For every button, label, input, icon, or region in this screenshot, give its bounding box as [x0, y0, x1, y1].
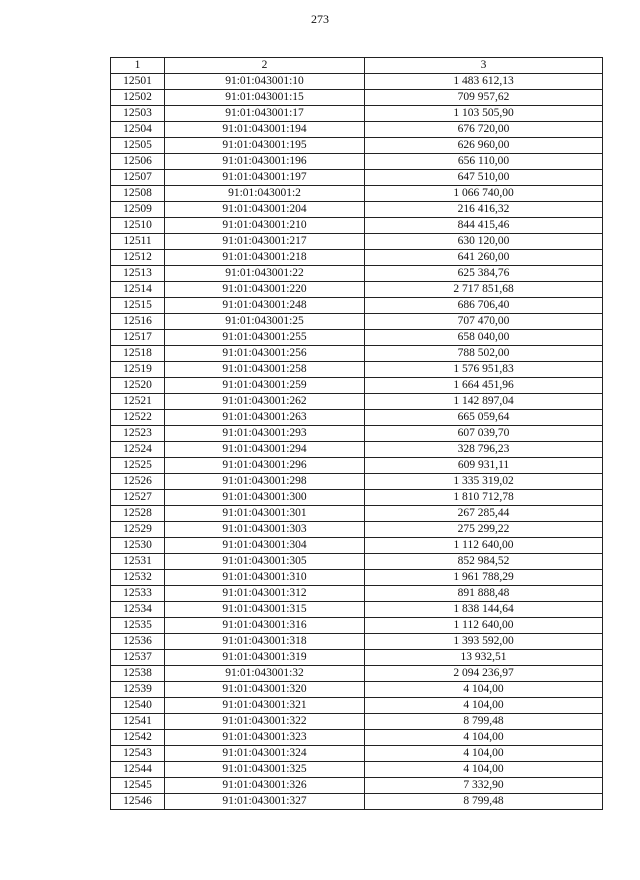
table-row [111, 170, 603, 186]
row-number-cell: 12521 [111, 394, 165, 410]
table-row [111, 522, 603, 538]
cadastral-number-cell: 91:01:043001:258 [165, 362, 365, 378]
table-header [111, 58, 603, 74]
row-number-cell: 12526 [111, 474, 165, 490]
row-number-cell: 12508 [111, 186, 165, 202]
row-number-cell: 12543 [111, 746, 165, 762]
cadastral-number-cell: 91:01:043001:296 [165, 458, 365, 474]
cadastral-number-cell: 91:01:043001:323 [165, 730, 365, 746]
table-row [111, 506, 603, 522]
cadastral-number-cell: 91:01:043001:204 [165, 202, 365, 218]
row-number-cell: 12541 [111, 714, 165, 730]
value-cell: 891 888,48 [365, 586, 603, 602]
value-cell: 607 039,70 [365, 426, 603, 442]
row-number-cell: 12502 [111, 90, 165, 106]
row-number-cell: 12525 [111, 458, 165, 474]
table-row [111, 362, 603, 378]
cadastral-number-cell: 91:01:043001:298 [165, 474, 365, 490]
value-cell: 1 576 951,83 [365, 362, 603, 378]
value-cell: 1 838 144,64 [365, 602, 603, 618]
cadastral-number-cell: 91:01:043001:294 [165, 442, 365, 458]
value-cell: 8 799,48 [365, 794, 603, 810]
cadastral-number-cell: 91:01:043001:319 [165, 650, 365, 666]
value-cell: 1 335 319,02 [365, 474, 603, 490]
value-cell: 328 796,23 [365, 442, 603, 458]
value-cell: 626 960,00 [365, 138, 603, 154]
table-row [111, 330, 603, 346]
value-cell: 1 112 640,00 [365, 618, 603, 634]
cadastral-number-cell: 91:01:043001:324 [165, 746, 365, 762]
column-header-3: 3 [365, 58, 603, 74]
table-row [111, 762, 603, 778]
value-cell: 7 332,90 [365, 778, 603, 794]
cadastral-number-cell: 91:01:043001:259 [165, 378, 365, 394]
row-number-cell: 12512 [111, 250, 165, 266]
table-row [111, 458, 603, 474]
row-number-cell: 12504 [111, 122, 165, 138]
cadastral-number-cell: 91:01:043001:15 [165, 90, 365, 106]
table-row [111, 746, 603, 762]
value-cell: 1 103 505,90 [365, 106, 603, 122]
value-cell: 267 285,44 [365, 506, 603, 522]
table-row [111, 250, 603, 266]
table-row [111, 378, 603, 394]
value-cell: 13 932,51 [365, 650, 603, 666]
value-cell: 707 470,00 [365, 314, 603, 330]
row-number-cell: 12545 [111, 778, 165, 794]
table-row [111, 186, 603, 202]
column-header-1: 1 [111, 58, 165, 74]
value-cell: 686 706,40 [365, 298, 603, 314]
value-cell: 275 299,22 [365, 522, 603, 538]
row-number-cell: 12514 [111, 282, 165, 298]
row-number-cell: 12515 [111, 298, 165, 314]
row-number-cell: 12519 [111, 362, 165, 378]
table-row [111, 490, 603, 506]
cadastral-number-cell: 91:01:043001:304 [165, 538, 365, 554]
value-cell: 8 799,48 [365, 714, 603, 730]
row-number-cell: 12522 [111, 410, 165, 426]
cadastral-number-cell: 91:01:043001:315 [165, 602, 365, 618]
table-row [111, 426, 603, 442]
value-cell: 4 104,00 [365, 730, 603, 746]
value-cell: 1 112 640,00 [365, 538, 603, 554]
cadastral-number-cell: 91:01:043001:2 [165, 186, 365, 202]
table-row [111, 154, 603, 170]
table-row [111, 714, 603, 730]
cadastral-number-cell: 91:01:043001:256 [165, 346, 365, 362]
cadastral-number-cell: 91:01:043001:303 [165, 522, 365, 538]
cadastral-number-cell: 91:01:043001:22 [165, 266, 365, 282]
table-body [111, 74, 603, 810]
table-row [111, 538, 603, 554]
table-row [111, 266, 603, 282]
value-cell: 625 384,76 [365, 266, 603, 282]
cadastral-number-cell: 91:01:043001:25 [165, 314, 365, 330]
table-row [111, 106, 603, 122]
value-cell: 1 142 897,04 [365, 394, 603, 410]
table-row [111, 394, 603, 410]
cadastral-number-cell: 91:01:043001:320 [165, 682, 365, 698]
table-row [111, 74, 603, 90]
cadastral-number-cell: 91:01:043001:327 [165, 794, 365, 810]
row-number-cell: 12542 [111, 730, 165, 746]
cadastral-number-cell: 91:01:043001:310 [165, 570, 365, 586]
row-number-cell: 12509 [111, 202, 165, 218]
value-cell: 852 984,52 [365, 554, 603, 570]
row-number-cell: 12529 [111, 522, 165, 538]
cadastral-number-cell: 91:01:043001:326 [165, 778, 365, 794]
cadastral-number-cell: 91:01:043001:312 [165, 586, 365, 602]
cadastral-number-cell: 91:01:043001:17 [165, 106, 365, 122]
row-number-cell: 12518 [111, 346, 165, 362]
row-number-cell: 12536 [111, 634, 165, 650]
cadastral-number-cell: 91:01:043001:262 [165, 394, 365, 410]
value-cell: 609 931,11 [365, 458, 603, 474]
row-number-cell: 12544 [111, 762, 165, 778]
table-row [111, 442, 603, 458]
cadastral-number-cell: 91:01:043001:318 [165, 634, 365, 650]
value-cell: 1 664 451,96 [365, 378, 603, 394]
row-number-cell: 12505 [111, 138, 165, 154]
cadastral-number-cell: 91:01:043001:196 [165, 154, 365, 170]
table-row [111, 554, 603, 570]
cadastral-number-cell: 91:01:043001:293 [165, 426, 365, 442]
cadastral-number-cell: 91:01:043001:248 [165, 298, 365, 314]
value-cell: 1 961 788,29 [365, 570, 603, 586]
row-number-cell: 12531 [111, 554, 165, 570]
value-cell: 647 510,00 [365, 170, 603, 186]
row-number-cell: 12523 [111, 426, 165, 442]
column-header-2: 2 [165, 58, 365, 74]
cadastral-number-cell: 91:01:043001:301 [165, 506, 365, 522]
value-cell: 4 104,00 [365, 746, 603, 762]
row-number-cell: 12527 [111, 490, 165, 506]
value-cell: 641 260,00 [365, 250, 603, 266]
value-cell: 1 066 740,00 [365, 186, 603, 202]
cadastral-number-cell: 91:01:043001:194 [165, 122, 365, 138]
row-number-cell: 12503 [111, 106, 165, 122]
table-row [111, 682, 603, 698]
table-row [111, 730, 603, 746]
value-cell: 4 104,00 [365, 682, 603, 698]
table-row [111, 234, 603, 250]
row-number-cell: 12507 [111, 170, 165, 186]
table-row [111, 794, 603, 810]
cadastral-number-cell: 91:01:043001:305 [165, 554, 365, 570]
row-number-cell: 12540 [111, 698, 165, 714]
row-number-cell: 12528 [111, 506, 165, 522]
table-row [111, 282, 603, 298]
table-row [111, 698, 603, 714]
row-number-cell: 12524 [111, 442, 165, 458]
row-number-cell: 12510 [111, 218, 165, 234]
table-row [111, 138, 603, 154]
table-row [111, 410, 603, 426]
cadastral-number-cell: 91:01:043001:197 [165, 170, 365, 186]
table-row [111, 618, 603, 634]
row-number-cell: 12506 [111, 154, 165, 170]
table-row [111, 314, 603, 330]
row-number-cell: 12538 [111, 666, 165, 682]
value-cell: 2 094 236,97 [365, 666, 603, 682]
cadastral-number-cell: 91:01:043001:195 [165, 138, 365, 154]
row-number-cell: 12516 [111, 314, 165, 330]
value-cell: 4 104,00 [365, 698, 603, 714]
row-number-cell: 12513 [111, 266, 165, 282]
value-cell: 1 393 592,00 [365, 634, 603, 650]
value-cell: 665 059,64 [365, 410, 603, 426]
table-row [111, 570, 603, 586]
row-number-cell: 12533 [111, 586, 165, 602]
cadastral-number-cell: 91:01:043001:321 [165, 698, 365, 714]
row-number-cell: 12501 [111, 74, 165, 90]
cadastral-number-cell: 91:01:043001:325 [165, 762, 365, 778]
table-row [111, 346, 603, 362]
cadastral-number-cell: 91:01:043001:263 [165, 410, 365, 426]
table-row [111, 778, 603, 794]
table-row [111, 586, 603, 602]
row-number-cell: 12535 [111, 618, 165, 634]
cadastral-number-cell: 91:01:043001:322 [165, 714, 365, 730]
row-number-cell: 12511 [111, 234, 165, 250]
cadastral-number-cell: 91:01:043001:300 [165, 490, 365, 506]
value-cell: 709 957,62 [365, 90, 603, 106]
value-cell: 4 104,00 [365, 762, 603, 778]
cadastral-number-cell: 91:01:043001:316 [165, 618, 365, 634]
table-row [111, 666, 603, 682]
cadastral-number-cell: 91:01:043001:210 [165, 218, 365, 234]
row-number-cell: 12517 [111, 330, 165, 346]
value-cell: 844 415,46 [365, 218, 603, 234]
value-cell: 656 110,00 [365, 154, 603, 170]
cadastral-number-cell: 91:01:043001:32 [165, 666, 365, 682]
value-cell: 630 120,00 [365, 234, 603, 250]
cadastral-number-cell: 91:01:043001:217 [165, 234, 365, 250]
row-number-cell: 12530 [111, 538, 165, 554]
header-row [111, 58, 603, 74]
cadastral-number-cell: 91:01:043001:10 [165, 74, 365, 90]
table-row [111, 90, 603, 106]
row-number-cell: 12546 [111, 794, 165, 810]
value-cell: 216 416,32 [365, 202, 603, 218]
table-row [111, 602, 603, 618]
value-cell: 2 717 851,68 [365, 282, 603, 298]
table-row [111, 202, 603, 218]
value-cell: 788 502,00 [365, 346, 603, 362]
row-number-cell: 12537 [111, 650, 165, 666]
cadastral-number-cell: 91:01:043001:220 [165, 282, 365, 298]
row-number-cell: 12532 [111, 570, 165, 586]
data-table [110, 57, 603, 810]
table-row [111, 650, 603, 666]
table-row [111, 634, 603, 650]
row-number-cell: 12539 [111, 682, 165, 698]
value-cell: 1 483 612,13 [365, 74, 603, 90]
table-row [111, 218, 603, 234]
cadastral-number-cell: 91:01:043001:218 [165, 250, 365, 266]
value-cell: 658 040,00 [365, 330, 603, 346]
row-number-cell: 12534 [111, 602, 165, 618]
row-number-cell: 12520 [111, 378, 165, 394]
cadastral-number-cell: 91:01:043001:255 [165, 330, 365, 346]
table-row [111, 298, 603, 314]
value-cell: 1 810 712,78 [365, 490, 603, 506]
table-row [111, 122, 603, 138]
table-row [111, 474, 603, 490]
page-number: 273 [311, 12, 329, 26]
value-cell: 676 720,00 [365, 122, 603, 138]
